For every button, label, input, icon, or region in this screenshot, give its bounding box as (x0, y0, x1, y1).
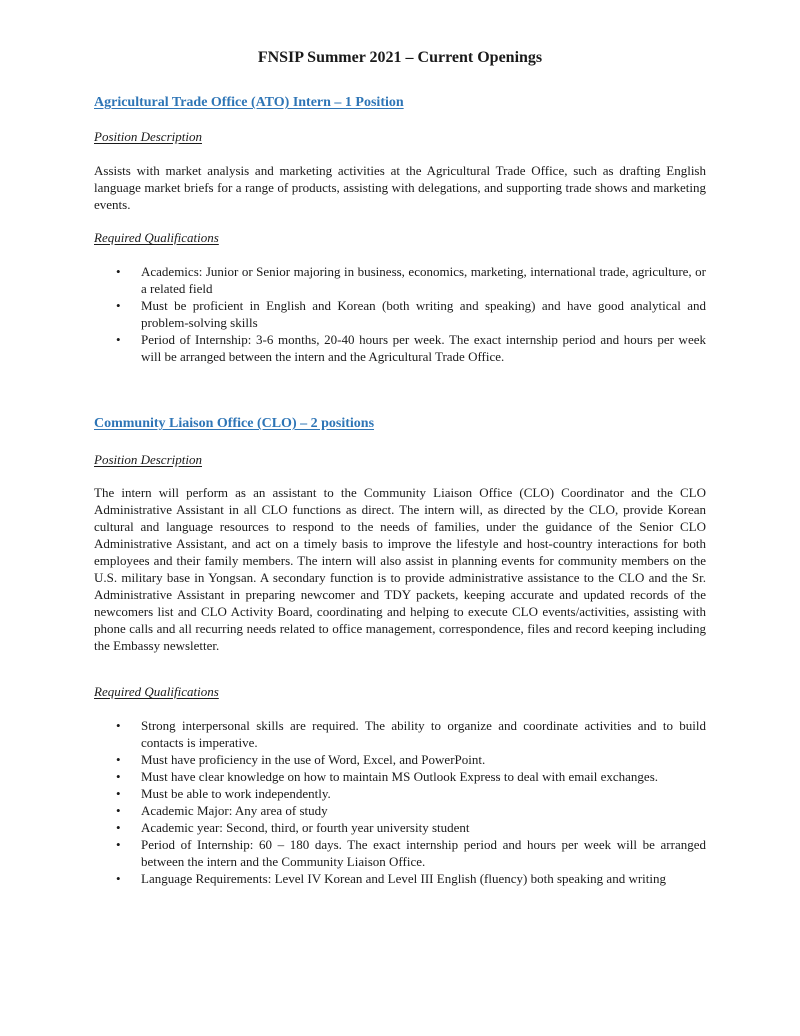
position-description-text: Assists with market analysis and marketing activities at the Agricultural Trade Office, such as drafting English language market briefs for a range of products, assisting with delegations, and supporting trade shows and marketing events. (94, 163, 706, 212)
position-description-label: Position Description (94, 129, 202, 144)
bullet-icon: • (116, 298, 121, 313)
bullet-icon: • (116, 820, 121, 835)
position-description-label: Position Description (94, 452, 202, 467)
page-title: FNSIP Summer 2021 – Current Openings (257, 49, 543, 66)
list-item: • Language Requirements: Level IV Korean and Level III English (fluency) both speaking and writing (116, 871, 667, 886)
list-item: • Must be proficient in English and Korean (both writing and speaking) and have good analytical and problem-solving skills (116, 298, 706, 330)
list-item: • Must have clear knowledge on how to maintain MS Outlook Express to deal with email exchanges. (116, 769, 658, 784)
qualifications-list (94, 717, 706, 887)
bullet-icon: • (116, 264, 121, 279)
section-heading-ato: Agricultural Trade Office (ATO) Intern – 1 Position (94, 95, 404, 110)
required-qualifications-label: Required Qualifications (94, 230, 219, 245)
list-item: • Academic Major: Any area of study (116, 803, 328, 818)
bullet-icon: • (116, 803, 121, 818)
bullet-icon: • (116, 769, 121, 784)
position-description-text: The intern will perform as an assistant to the Community Liaison Office (CLO) Coordinator and the CLO Administrative Assistant in all CLO functions as direct. The intern will, as directed by the CLO, provide Korean cultural and language resources to respond to the needs of families, under the guidance of the Senior CLO Administrative Assistant, and act on a timely basis to improve the lifestyle and host-country interactions for both employees and their family members. The intern will also assist in planning events for community members on the U.S. military base in Yongsan. A secondary function is to provide administrative assistance to the CLO and the Sr. Administrative Assistant in preparing newcomer and TDY packets, keeping accurate and updated records of the newcomers list and CLO Activity Board, coordinating and helping to execute CLO events/activities, assisting with phone calls and all recurring needs related to office management, correspondence, files and record keeping including the Embassy newsletter. (94, 485, 706, 653)
list-item: • Period of Internship: 3-6 months, 20-40 hours per week. The exact internship period and hours per week will be arranged between the intern and the Agricultural Trade Office. (116, 332, 706, 364)
section-heading-clo: Community Liaison Office (CLO) – 2 positions (94, 416, 375, 431)
bullet-icon: • (116, 871, 121, 886)
qualifications-list (94, 263, 706, 365)
list-item: • Academic year: Second, third, or fourth year university student (116, 820, 470, 835)
bullet-icon: • (116, 752, 121, 767)
bullet-icon: • (116, 837, 121, 852)
list-item: • Must be able to work independently. (116, 786, 331, 801)
bullet-icon: • (116, 718, 121, 733)
list-item: • Period of Internship: 60 – 180 days. The exact internship period and hours per week will be arranged between the intern and the Community Liaison Office. (116, 837, 706, 869)
bullet-icon: • (116, 786, 121, 801)
list-item: • Must have proficiency in the use of Word, Excel, and PowerPoint. (116, 752, 486, 767)
list-item: • Strong interpersonal skills are required. The ability to organize and coordinate activities and to build contacts is imperative. (116, 718, 706, 750)
required-qualifications-label: Required Qualifications (94, 684, 219, 699)
bullet-icon: • (116, 332, 121, 347)
list-item: • Academics: Junior or Senior majoring in business, economics, marketing, international trade, agriculture, or a related field (116, 264, 706, 296)
